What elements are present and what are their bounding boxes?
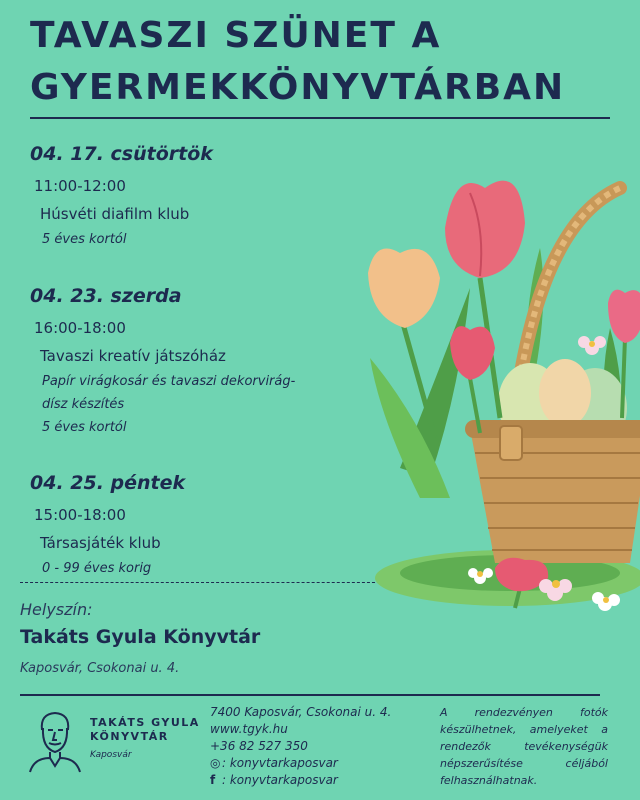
event-time: 15:00-18:00 xyxy=(34,506,126,524)
title-line-1: TAVASZI SZÜNET A xyxy=(30,15,442,56)
portrait-icon xyxy=(28,708,82,774)
instagram-handle: : konyvtarkaposvar xyxy=(222,756,338,770)
event-detail: 5 éves kortól xyxy=(42,420,127,435)
contact-website[interactable]: www.tgyk.hu xyxy=(210,722,288,736)
contact-phone[interactable]: +36 82 527 350 xyxy=(210,739,308,753)
tulip-icon xyxy=(450,326,495,433)
event-name: Tavaszi kreatív játszóház xyxy=(40,347,226,365)
event-detail: 5 éves kortól xyxy=(42,232,127,247)
contact-facebook[interactable] xyxy=(210,772,391,789)
contact-instagram[interactable] xyxy=(210,755,391,772)
basket-rim xyxy=(465,420,640,438)
contact-address: 7400 Kaposvár, Csokonai u. 4. xyxy=(210,705,392,719)
event-detail: Papír virágkosár és tavaszi dekorvirág- xyxy=(42,374,296,389)
contact-info xyxy=(210,704,391,789)
dashed-divider xyxy=(20,582,380,583)
logo-name-line-1: TAKÁTS GYULA xyxy=(90,716,200,729)
location-address: Kaposvár, Csokonai u. 4. xyxy=(20,661,180,676)
event-name: Húsvéti diafilm klub xyxy=(40,205,190,223)
basket-body xyxy=(470,428,640,563)
event-name: Társasjáték klub xyxy=(40,534,161,552)
library-logo xyxy=(28,706,203,786)
event-3 xyxy=(30,471,352,580)
event-details xyxy=(42,228,352,251)
event-detail: dísz készítés xyxy=(42,397,125,412)
egg-icon xyxy=(539,359,591,427)
logo-name-line-2: KÖNYVTÁR xyxy=(90,730,169,743)
logo-name xyxy=(90,716,200,744)
facebook-icon: f xyxy=(210,773,216,787)
facebook-handle: : konyvtarkaposvar xyxy=(222,773,338,787)
event-time: 16:00-18:00 xyxy=(34,319,126,337)
footer-divider xyxy=(20,694,600,696)
location-name: Takáts Gyula Könyvtár xyxy=(20,626,261,648)
event-time: 11:00-12:00 xyxy=(34,177,126,195)
event-date: 04. 17. csütörtök xyxy=(30,143,213,165)
location-label: Helyszín: xyxy=(20,600,93,619)
event-date: 04. 25. péntek xyxy=(30,472,186,494)
easter-basket-illustration xyxy=(360,168,640,618)
instagram-icon: ◎ xyxy=(210,756,221,770)
photo-notice: A rendezvényen fotók készülhetnek, amelyeket a rendezők tevékenységük népszerűsítése céljából felhasználhatnak. xyxy=(440,706,608,787)
event-details xyxy=(42,557,352,580)
event-1 xyxy=(30,142,352,251)
logo-city: Kaposvár xyxy=(90,750,132,760)
poster-title xyxy=(30,10,620,114)
title-line-2: GYERMEKKÖNYVTÁRBAN xyxy=(30,67,566,108)
flower-icon xyxy=(578,336,606,355)
title-divider xyxy=(30,117,610,119)
event-details xyxy=(42,370,352,439)
event-detail: 0 - 99 éves korig xyxy=(42,561,152,576)
event-2 xyxy=(30,284,352,439)
event-date: 04. 23. szerda xyxy=(30,285,182,307)
